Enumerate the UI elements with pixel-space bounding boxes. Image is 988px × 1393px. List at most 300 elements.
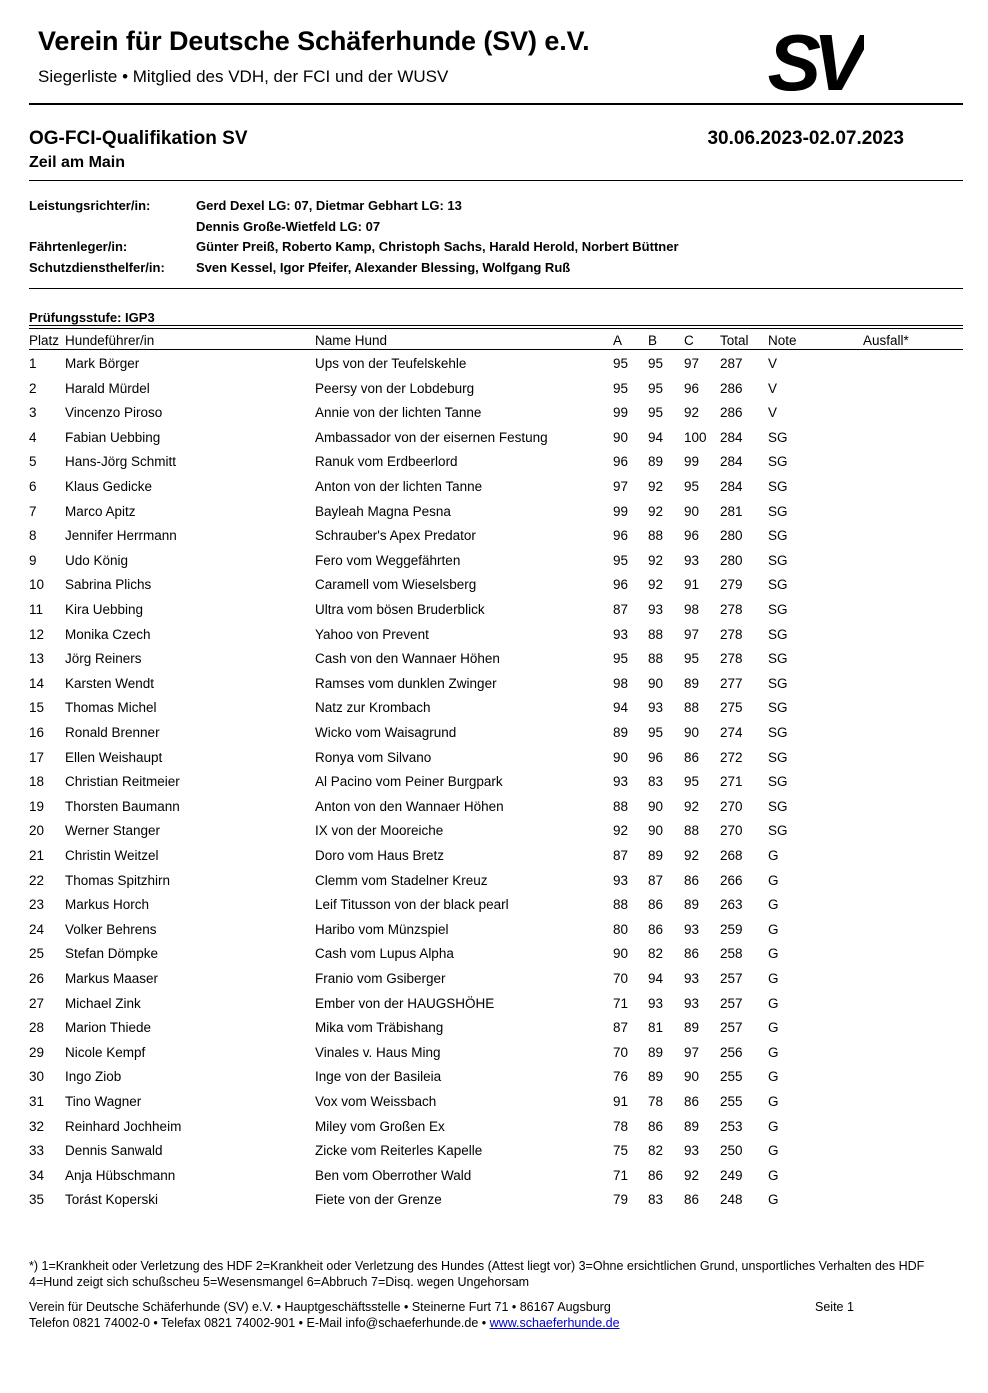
- row-score-a: 90: [613, 429, 629, 445]
- row-handler: Marion Thiede: [65, 1020, 152, 1036]
- row-score-b: 90: [648, 798, 664, 814]
- row-score-a: 76: [613, 1069, 629, 1085]
- row-platz: 12: [29, 626, 45, 642]
- row-platz: 10: [29, 577, 45, 593]
- row-note: G: [768, 946, 779, 962]
- row-total: 255: [720, 1069, 743, 1085]
- staff-divider: [29, 288, 963, 289]
- row-total: 263: [720, 897, 743, 913]
- row-score-c: 88: [684, 700, 700, 716]
- row-score-b: 88: [648, 528, 664, 544]
- row-platz: 9: [29, 552, 37, 568]
- row-platz: 18: [29, 774, 45, 790]
- row-score-a: 95: [613, 552, 629, 568]
- row-dog: Ups von der Teufelskehle: [315, 356, 467, 371]
- row-note: G: [768, 848, 779, 863]
- row-dog: Cash von den Wannaer Höhen: [315, 651, 500, 667]
- row-score-c: 97: [684, 356, 700, 371]
- row-total: 284: [720, 429, 743, 445]
- row-platz: 19: [29, 798, 45, 814]
- header-a: A: [613, 333, 623, 348]
- row-score-c: 92: [684, 405, 700, 421]
- row-total: 279: [720, 577, 743, 593]
- row-platz: 6: [29, 479, 37, 494]
- row-score-a: 95: [613, 356, 629, 371]
- row-dog: Vox vom Weissbach: [315, 1094, 437, 1109]
- row-total: 272: [720, 749, 743, 765]
- row-note: SG: [768, 700, 788, 716]
- row-note: SG: [768, 651, 788, 667]
- row-platz: 24: [29, 921, 45, 937]
- row-score-b: 94: [648, 971, 664, 986]
- row-platz: 13: [29, 651, 45, 667]
- row-handler: Anja Hübschmann: [65, 1167, 176, 1183]
- row-total: 248: [720, 1192, 743, 1208]
- row-note: G: [768, 971, 779, 986]
- footer-contact-text: Telefon 0821 74002-0 • Telefax 0821 74002-901 • E-Mail info@schaeferhunde.de •: [29, 1316, 490, 1330]
- row-score-c: 95: [684, 774, 700, 790]
- row-score-c: 93: [684, 921, 700, 937]
- row-note: G: [768, 1044, 779, 1060]
- row-score-c: 93: [684, 1143, 700, 1159]
- row-score-c: 93: [684, 552, 700, 568]
- row-score-c: 96: [684, 380, 700, 396]
- row-handler: Monika Czech: [65, 626, 151, 642]
- row-score-b: 88: [648, 651, 664, 667]
- row-handler: Vincenzo Piroso: [65, 405, 163, 421]
- footnote: *) 1=Krankheit oder Verletzung des HDF 2=Krankheit oder Verletzung des Hundes (Attest liegt vor) 3=Ohne ersichtlichen Grund, unsportliches Verhalten des HDF 4=Hund zeigt sich schußscheu 5=Wesensmangel 6=Abbruch 7=Disq. wegen Ungehorsam: [29, 1259, 925, 1289]
- row-score-b: 83: [648, 774, 664, 790]
- row-score-b: 95: [648, 405, 664, 421]
- sv-logo-text: SV: [767, 30, 859, 96]
- row-score-a: 96: [613, 577, 629, 593]
- row-score-a: 88: [613, 897, 629, 913]
- row-handler: Karsten Wendt: [65, 675, 155, 691]
- row-note: G: [768, 1143, 779, 1159]
- row-handler: Christin Weitzel: [65, 848, 159, 863]
- row-score-a: 79: [613, 1192, 629, 1208]
- row-note: SG: [768, 749, 788, 765]
- track-layer-value: Günter Preiß, Roberto Kamp, Christoph Sachs, Harald Herold, Norbert Büttner: [196, 239, 679, 254]
- row-total: 275: [720, 700, 743, 716]
- row-platz: 11: [29, 602, 44, 617]
- row-dog: Yahoo von Prevent: [315, 626, 429, 642]
- row-score-b: 93: [648, 602, 664, 617]
- row-handler: Udo König: [65, 552, 129, 568]
- row-score-c: 86: [684, 872, 700, 888]
- row-score-a: 78: [613, 1118, 629, 1134]
- row-dog: Anton von der lichten Tanne: [315, 479, 483, 494]
- row-platz: 7: [29, 503, 37, 519]
- table-header-line: [29, 349, 963, 350]
- row-dog: Peersy von der Lobdeburg: [315, 380, 475, 396]
- row-dog: Cash vom Lupus Alpha: [315, 946, 454, 962]
- row-platz: 28: [29, 1020, 45, 1036]
- row-platz: 16: [29, 725, 45, 740]
- row-dog: Ronya vom Silvano: [315, 749, 432, 765]
- row-score-a: 99: [613, 405, 629, 421]
- row-score-a: 99: [613, 503, 629, 519]
- table-top-line-2: [29, 328, 963, 329]
- exam-level: Prüfungsstufe: IGP3: [29, 310, 155, 325]
- row-score-c: 95: [684, 479, 700, 494]
- row-handler: Volker Behrens: [65, 921, 157, 937]
- row-handler: Fabian Uebbing: [65, 429, 161, 445]
- row-score-c: 91: [684, 577, 700, 593]
- row-score-a: 93: [613, 774, 629, 790]
- header-divider: [29, 103, 963, 105]
- row-note: G: [768, 1069, 779, 1085]
- page-number: Seite 1: [815, 1300, 854, 1314]
- row-platz: 23: [29, 897, 45, 913]
- row-dog: Inge von der Basileia: [315, 1069, 442, 1085]
- row-note: V: [768, 405, 778, 421]
- row-total: 281: [720, 503, 743, 519]
- row-score-a: 75: [613, 1143, 629, 1159]
- row-total: 257: [720, 971, 743, 986]
- row-score-c: 100: [684, 429, 707, 445]
- row-total: 257: [720, 1020, 743, 1036]
- row-handler: Klaus Gedicke: [65, 479, 153, 494]
- row-total: 278: [720, 602, 743, 617]
- row-score-b: 95: [648, 356, 664, 371]
- row-score-b: 86: [648, 921, 664, 937]
- row-score-c: 88: [684, 823, 700, 839]
- row-handler: Reinhard Jochheim: [65, 1118, 182, 1134]
- row-score-b: 89: [648, 1044, 664, 1060]
- row-dog: Ember von der HAUGSHÖHE: [315, 995, 495, 1011]
- row-handler: Markus Horch: [65, 897, 150, 913]
- row-note: SG: [768, 626, 788, 642]
- row-score-a: 71: [613, 1167, 629, 1183]
- row-dog: Vinales v. Haus Ming: [315, 1044, 441, 1060]
- row-score-a: 96: [613, 528, 629, 544]
- header-handler: Hundeführer/in: [65, 333, 155, 348]
- row-score-b: 78: [648, 1094, 664, 1109]
- row-dog: Miley vom Großen Ex: [315, 1118, 445, 1134]
- row-score-a: 95: [613, 380, 629, 396]
- row-dog: Fero vom Weggefährten: [315, 552, 461, 568]
- row-score-b: 88: [648, 626, 664, 642]
- row-total: 255: [720, 1094, 743, 1109]
- row-score-a: 90: [613, 946, 629, 962]
- organization-subtitle: Siegerliste • Mitglied des VDH, der FCI und der WUSV: [38, 67, 449, 86]
- row-handler: Torást Koperski: [65, 1192, 159, 1208]
- row-score-a: 70: [613, 1044, 629, 1060]
- helper-value: Sven Kessel, Igor Pfeifer, Alexander Blessing, Wolfgang Ruß: [196, 260, 571, 275]
- row-note: SG: [768, 479, 788, 494]
- row-score-b: 81: [648, 1020, 664, 1036]
- row-score-c: 86: [684, 946, 700, 962]
- row-platz: 14: [29, 675, 45, 691]
- row-score-b: 89: [648, 848, 664, 863]
- header-dog: Name Hund: [315, 333, 388, 348]
- row-score-b: 93: [648, 700, 664, 716]
- row-note: G: [768, 921, 779, 937]
- row-note: SG: [768, 429, 788, 445]
- row-total: 286: [720, 405, 743, 421]
- row-platz: 21: [29, 848, 45, 863]
- row-handler: Thorsten Baumann: [65, 798, 180, 814]
- row-score-b: 95: [648, 380, 664, 396]
- row-platz: 3: [29, 405, 37, 421]
- row-dog: Ultra vom bösen Bruderblick: [315, 602, 485, 617]
- row-handler: Kira Uebbing: [65, 602, 144, 617]
- row-handler: Mark Börger: [65, 356, 140, 371]
- row-score-a: 89: [613, 725, 629, 740]
- judge-label: Leistungsrichter/in:: [29, 198, 151, 213]
- row-score-a: 90: [613, 749, 629, 765]
- row-handler: Markus Maaser: [65, 971, 159, 986]
- row-platz: 33: [29, 1143, 45, 1159]
- row-total: 256: [720, 1044, 743, 1060]
- row-dog: Ramses vom dunklen Zwinger: [315, 675, 497, 691]
- row-dog: Fiete von der Grenze: [315, 1192, 442, 1208]
- row-note: SG: [768, 454, 788, 470]
- row-score-a: 87: [613, 848, 629, 863]
- row-total: 278: [720, 651, 743, 667]
- track-layer-label: Fährtenleger/in:: [29, 239, 128, 254]
- row-platz: 8: [29, 528, 37, 544]
- row-score-b: 95: [648, 725, 664, 740]
- row-score-c: 99: [684, 454, 700, 470]
- row-platz: 1: [29, 356, 37, 371]
- row-score-b: 89: [648, 454, 664, 470]
- row-note: SG: [768, 774, 788, 790]
- row-score-a: 98: [613, 675, 629, 691]
- row-score-b: 92: [648, 552, 664, 568]
- row-score-b: 82: [648, 1143, 664, 1159]
- row-note: G: [768, 1167, 779, 1183]
- row-dog: Caramell vom Wieselsberg: [315, 577, 477, 593]
- row-score-a: 87: [613, 1020, 629, 1036]
- row-dog: Leif Titusson von der black pearl: [315, 897, 509, 913]
- row-handler: Harald Mürdel: [65, 380, 150, 396]
- row-note: SG: [768, 725, 788, 740]
- row-dog: Annie von der lichten Tanne: [315, 405, 482, 421]
- row-platz: 25: [29, 946, 45, 962]
- row-note: SG: [768, 552, 788, 568]
- row-score-b: 92: [648, 479, 664, 494]
- row-total: 250: [720, 1143, 743, 1159]
- row-score-b: 90: [648, 675, 664, 691]
- event-date: 30.06.2023-02.07.2023: [707, 128, 904, 149]
- row-score-c: 89: [684, 675, 700, 691]
- row-score-c: 95: [684, 651, 700, 667]
- row-total: 271: [720, 774, 743, 790]
- row-score-c: 97: [684, 1044, 700, 1060]
- row-handler: Jennifer Herrmann: [65, 528, 177, 544]
- website-link[interactable]: www.schaeferhunde.de: [489, 1316, 620, 1330]
- row-dog: Ambassador von der eisernen Festung: [315, 429, 548, 445]
- helper-label: Schutzdiensthelfer/in:: [29, 260, 165, 275]
- row-total: 280: [720, 552, 743, 568]
- row-platz: 26: [29, 971, 45, 986]
- sv-logo: [762, 30, 864, 96]
- row-handler: Ronald Brenner: [65, 725, 160, 740]
- row-score-a: 88: [613, 798, 629, 814]
- event-title: OG-FCI-Qualifikation SV: [29, 128, 248, 149]
- row-total: 249: [720, 1167, 743, 1183]
- row-handler: Marco Apitz: [65, 503, 136, 519]
- row-handler: Thomas Spitzhirn: [65, 872, 171, 888]
- row-dog: Ben vom Oberrother Wald: [315, 1167, 472, 1183]
- row-score-b: 86: [648, 1118, 664, 1134]
- row-score-b: 93: [648, 995, 664, 1011]
- row-platz: 35: [29, 1192, 45, 1208]
- row-score-a: 91: [613, 1094, 629, 1109]
- header-ausfall: Ausfall*: [863, 333, 909, 348]
- row-score-a: 70: [613, 971, 629, 986]
- row-score-c: 90: [684, 503, 700, 519]
- row-handler: Tino Wagner: [65, 1094, 142, 1109]
- row-score-a: 87: [613, 602, 629, 617]
- row-dog: Mika vom Träbishang: [315, 1020, 444, 1036]
- row-score-a: 71: [613, 995, 629, 1011]
- row-note: SG: [768, 798, 788, 814]
- header-c: C: [684, 333, 694, 348]
- row-dog: Bayleah Magna Pesna: [315, 503, 451, 519]
- row-note: V: [768, 380, 778, 396]
- row-score-a: 80: [613, 921, 629, 937]
- row-note: G: [768, 897, 779, 913]
- row-platz: 32: [29, 1118, 45, 1134]
- row-score-b: 94: [648, 429, 664, 445]
- row-total: 259: [720, 921, 743, 937]
- row-score-a: 93: [613, 872, 629, 888]
- row-score-c: 93: [684, 995, 700, 1011]
- row-platz: 20: [29, 823, 45, 839]
- row-note: SG: [768, 602, 788, 617]
- row-dog: Anton von den Wannaer Höhen: [315, 798, 504, 814]
- row-platz: 5: [29, 454, 37, 470]
- row-platz: 34: [29, 1167, 45, 1183]
- row-platz: 30: [29, 1069, 45, 1085]
- row-note: SG: [768, 528, 788, 544]
- row-note: SG: [768, 577, 788, 593]
- row-dog: Clemm vom Stadelner Kreuz: [315, 872, 488, 888]
- header-note: Note: [768, 333, 797, 348]
- row-total: 253: [720, 1118, 743, 1134]
- row-score-b: 92: [648, 503, 664, 519]
- row-score-a: 94: [613, 700, 629, 716]
- row-dog: Ranuk vom Erdbeerlord: [315, 454, 458, 470]
- row-score-c: 89: [684, 897, 700, 913]
- row-score-a: 95: [613, 651, 629, 667]
- row-score-c: 86: [684, 1094, 700, 1109]
- row-handler: Stefan Dömpke: [65, 946, 159, 962]
- row-score-c: 90: [684, 1069, 700, 1085]
- row-score-c: 96: [684, 528, 700, 544]
- row-score-c: 89: [684, 1020, 700, 1036]
- row-total: 286: [720, 380, 743, 396]
- row-handler: Hans-Jörg Schmitt: [65, 454, 177, 470]
- row-handler: Werner Stanger: [65, 823, 161, 839]
- row-total: 284: [720, 479, 743, 494]
- row-score-b: 92: [648, 577, 664, 593]
- row-handler: Sabrina Plichs: [65, 577, 152, 593]
- row-score-c: 92: [684, 848, 700, 863]
- judge-value-2: Dennis Große-Wietfeld LG: 07: [196, 219, 381, 234]
- row-total: 280: [720, 528, 743, 544]
- row-note: SG: [768, 503, 788, 519]
- row-platz: 4: [29, 429, 37, 445]
- row-score-a: 92: [613, 823, 629, 839]
- row-handler: Thomas Michel: [65, 700, 157, 716]
- row-score-a: 96: [613, 454, 629, 470]
- row-note: G: [768, 1118, 779, 1134]
- row-total: 270: [720, 798, 743, 814]
- row-total: 284: [720, 454, 743, 470]
- row-total: 257: [720, 995, 743, 1011]
- row-total: 270: [720, 823, 743, 839]
- event-place: Zeil am Main: [29, 154, 126, 171]
- row-note: G: [768, 1020, 779, 1036]
- organization-title: Verein für Deutsche Schäferhunde (SV) e.V.: [38, 26, 590, 56]
- row-score-c: 92: [684, 1167, 700, 1183]
- header-b: B: [648, 333, 658, 348]
- row-score-b: 87: [648, 872, 664, 888]
- row-dog: Schrauber's Apex Predator: [315, 528, 476, 544]
- row-dog: IX von der Mooreiche: [315, 823, 444, 839]
- row-platz: 27: [29, 995, 45, 1011]
- row-platz: 15: [29, 700, 45, 716]
- row-handler: Dennis Sanwald: [65, 1143, 163, 1159]
- row-score-c: 92: [684, 798, 700, 814]
- row-score-b: 89: [648, 1069, 664, 1085]
- row-score-b: 90: [648, 823, 664, 839]
- header-total: Total: [720, 333, 749, 348]
- row-total: 268: [720, 848, 743, 863]
- row-note: SG: [768, 675, 788, 691]
- row-handler: Christian Reitmeier: [65, 774, 180, 790]
- row-platz: 17: [29, 749, 45, 765]
- footer-address: Verein für Deutsche Schäferhunde (SV) e.V. • Hauptgeschäftsstelle • Steinerne Furt 71 • 86167 Augsburg: [29, 1300, 611, 1314]
- row-handler: Ingo Ziob: [65, 1069, 122, 1085]
- row-platz: 29: [29, 1044, 45, 1060]
- row-score-c: 98: [684, 602, 700, 617]
- row-dog: Natz zur Krombach: [315, 700, 431, 716]
- row-total: 287: [720, 356, 743, 371]
- row-platz: 22: [29, 872, 45, 888]
- row-handler: Ellen Weishaupt: [65, 749, 163, 765]
- row-platz: 2: [29, 380, 37, 396]
- row-score-a: 97: [613, 479, 629, 494]
- row-score-b: 86: [648, 1167, 664, 1183]
- row-total: 258: [720, 946, 743, 962]
- row-note: G: [768, 872, 779, 888]
- row-total: 266: [720, 872, 743, 888]
- row-platz: 31: [29, 1094, 45, 1109]
- row-dog: Al Pacino vom Peiner Burgpark: [315, 774, 503, 790]
- table-top-line-1: [29, 325, 963, 326]
- row-score-b: 86: [648, 897, 664, 913]
- row-total: 277: [720, 675, 743, 691]
- row-note: SG: [768, 823, 788, 839]
- header-platz: Platz: [29, 333, 60, 348]
- event-divider: [29, 180, 963, 181]
- row-dog: Zicke vom Reiterles Kapelle: [315, 1143, 483, 1159]
- row-total: 274: [720, 725, 743, 740]
- row-dog: Franio vom Gsiberger: [315, 971, 446, 986]
- row-note: G: [768, 1094, 779, 1109]
- row-score-c: 89: [684, 1118, 700, 1134]
- row-handler: Nicole Kempf: [65, 1044, 146, 1060]
- row-dog: Haribo vom Münzspiel: [315, 921, 449, 937]
- row-total: 278: [720, 626, 743, 642]
- judge-value: Gerd Dexel LG: 07, Dietmar Gebhart LG: 13: [196, 198, 462, 213]
- row-score-b: 83: [648, 1192, 664, 1208]
